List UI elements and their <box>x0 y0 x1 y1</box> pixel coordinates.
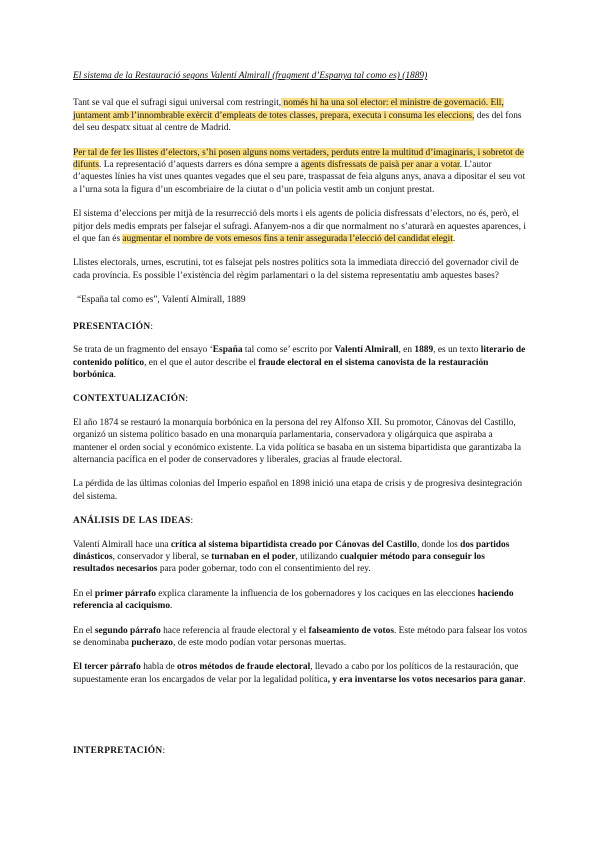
text-run: . La representació d’aquests darrers es dóna sempre a <box>99 160 302 171</box>
heading-analisis: ANÁLISIS DE LAS IDEAS: <box>73 516 194 527</box>
text-run: . <box>170 601 173 612</box>
text-run: , conservador y liberal, se <box>112 551 212 562</box>
text-run: explica claramente la influencia de los gobernadores y los caciques en las elecciones <box>155 588 478 599</box>
bold-text: El tercer párrafo <box>73 662 141 673</box>
blank-space <box>73 698 528 745</box>
heading-label: CONTEXTUALIZACIÓN <box>73 394 186 405</box>
contextualizacion-paragraph-1: El año 1874 se restauró la monarquía borbónica en la persona del rey Alfonso XII. Su promotor, Cánovas del Castillo, organizó un sistema político basado en una monarquía parlamentaria, conservadora y oligárquica que aspiraba a mantener el orden social y económico existente. La vida política se basaba en un sistema bipartidista que garantizaba la alternancia pacífica en el poder de conservadores y liberales, gracias al fraude electoral. <box>73 417 522 465</box>
bold-text: dos partidos dinásticos <box>73 539 510 562</box>
bold-text: primer párrafo <box>94 588 156 599</box>
heading-interpretacion: INTERPRETACIÓN: <box>73 746 166 757</box>
bold-text: fraude electoral en el sistema canovista de la restauración borbónica <box>73 357 489 380</box>
text-run: , es un texto <box>433 345 481 356</box>
highlighted-text: augmentar el nombre de vots emesos fins a tenir assegurada l’elecció del candidat elegit <box>122 234 453 245</box>
bold-text: cualquier método para conseguir los resultados necesarios <box>73 551 485 575</box>
analisis-paragraph-3 <box>73 625 528 650</box>
text-run: En el <box>73 625 95 636</box>
highlighted-text: Per tal de fer les llistes d’electors, s’hi posen alguns noms vertaders, perduts entre la multitud d’imaginaris, i sobretot de difunts <box>73 147 524 171</box>
bold-text: turnaban en el poder <box>211 551 296 562</box>
presentacion-paragraph <box>73 344 528 381</box>
contextualizacion-paragraph-2: La pérdida de las últimas colonias del Imperio español en 1898 inició una etapa de crisis y de progresiva desintegración del sistema. <box>73 479 523 502</box>
source-paragraph-4: Llistes electorals, urnes, escrutini, tot es falsejat pels nostres polítics sota la immediata direcció del governador civil de cada província. Es possible l’existència del règim parlamentari o la del sistema representatiu amb aquestes bases? <box>73 258 519 281</box>
heading-label: INTERPRETACIÓN <box>73 746 163 757</box>
bold-text: literario de contenido político <box>73 345 526 368</box>
text-run: Tant se val que el sufragi sigui universal com restringit, <box>73 98 282 109</box>
highlighted-text: només hi ha una sol elector: el ministre de governació. Ell, juntament amb l’innombrable exèrcit d’empleats de totes classes, prepara, executa i consuma les eleccions, <box>73 98 504 121</box>
heading-contextualizacion: CONTEXTUALIZACIÓN: <box>73 394 189 405</box>
text-run: En el <box>73 588 95 599</box>
text-run: , donde los <box>416 539 461 550</box>
text-run: . <box>452 234 456 245</box>
analisis-paragraph-2 <box>73 588 528 613</box>
source-paragraph-2 <box>73 147 528 197</box>
bold-text: haciendo referencia al caciquismo <box>73 588 514 612</box>
text-run: Se trata de un fragmento del ensayo ‘ <box>73 345 213 356</box>
text-run: . L’autor d’aquestes línies ha vist unes quantes vegades que el seu pare, traspassat de feia alguns anys, anava a dipositar el seu vot a l’urna sota la figura d’un escombriaire de la ciutat o d’un policia vestit amb un conjunt prestat. <box>73 160 526 195</box>
analisis-paragraph-1 <box>73 539 528 576</box>
text-run: El sistema d’eleccions per mitjà de la resurrecció dels morts i els agents de policia disfressats d’electors, no és, però, el pitjor dels medis emprats per falsejar el sufragi. Afanyem-nos a dir que normalment no s’aturarà en aquestes aparences, i el que fan és <box>73 209 526 245</box>
text-run: . Este método para falsear los votos se denominaba <box>73 625 528 648</box>
source-paragraph-1 <box>73 97 528 134</box>
text-run: , utilizando <box>295 551 340 562</box>
analisis-paragraph-4 <box>73 661 528 686</box>
bold-text: crítica al sistema bipartidista creado por Cánovas del Castillo <box>170 539 417 550</box>
bold-text: Valentí Almirall <box>334 345 399 356</box>
source-paragraph-3 <box>73 208 528 245</box>
source-citation: “España tal como es”, Valentí Almirall, 1889 <box>77 295 246 306</box>
text-run: para poder gobernar, todo con el consentimiento del rey. <box>157 564 371 575</box>
heading-presentacion: PRESENTACIÓN: <box>73 321 154 332</box>
text-run: , de este modo podían votar personas muertas. <box>173 638 347 648</box>
text-run: des del fons del seu despatx situat al centre de Madrid. <box>73 110 522 134</box>
bold-text: otros métodos de fraude electoral <box>177 662 311 673</box>
text-run: . <box>523 674 526 685</box>
text-run: tal como se’ escrito por <box>242 345 335 356</box>
bold-text: España <box>212 345 243 356</box>
highlighted-text: agents disfressats de paisà per anar a votar <box>301 160 460 171</box>
heading-label: ANÁLISIS DE LAS IDEAS <box>73 516 191 527</box>
text-run: Valentí Almirall hace una <box>73 539 171 550</box>
bold-text: segundo párrafo <box>94 625 161 636</box>
text-run: hace referencia al fraude electoral y el <box>160 625 309 636</box>
text-run: . <box>113 369 116 380</box>
text-run: , en el que el autor describe el <box>144 357 259 368</box>
bold-text: pucherazo <box>131 638 173 648</box>
bold-text: 1889 <box>414 345 434 356</box>
bold-text: , y era inventarse los votos necesarios para ganar <box>327 674 524 685</box>
heading-label: PRESENTACIÓN <box>73 321 151 332</box>
document-title: El sistema de la Restauració segons Valentí Almirall (fragment d’Espanya tal como es) (1889) <box>73 71 428 81</box>
text-run: habla de <box>140 662 178 673</box>
text-run: , en <box>398 345 415 356</box>
bold-text: falseamiento de votos <box>308 625 394 636</box>
text-run: , llevado a cabo por los políticos de la restauración, que supuestamente eran los encargados de velar por la legalidad política <box>73 662 519 685</box>
